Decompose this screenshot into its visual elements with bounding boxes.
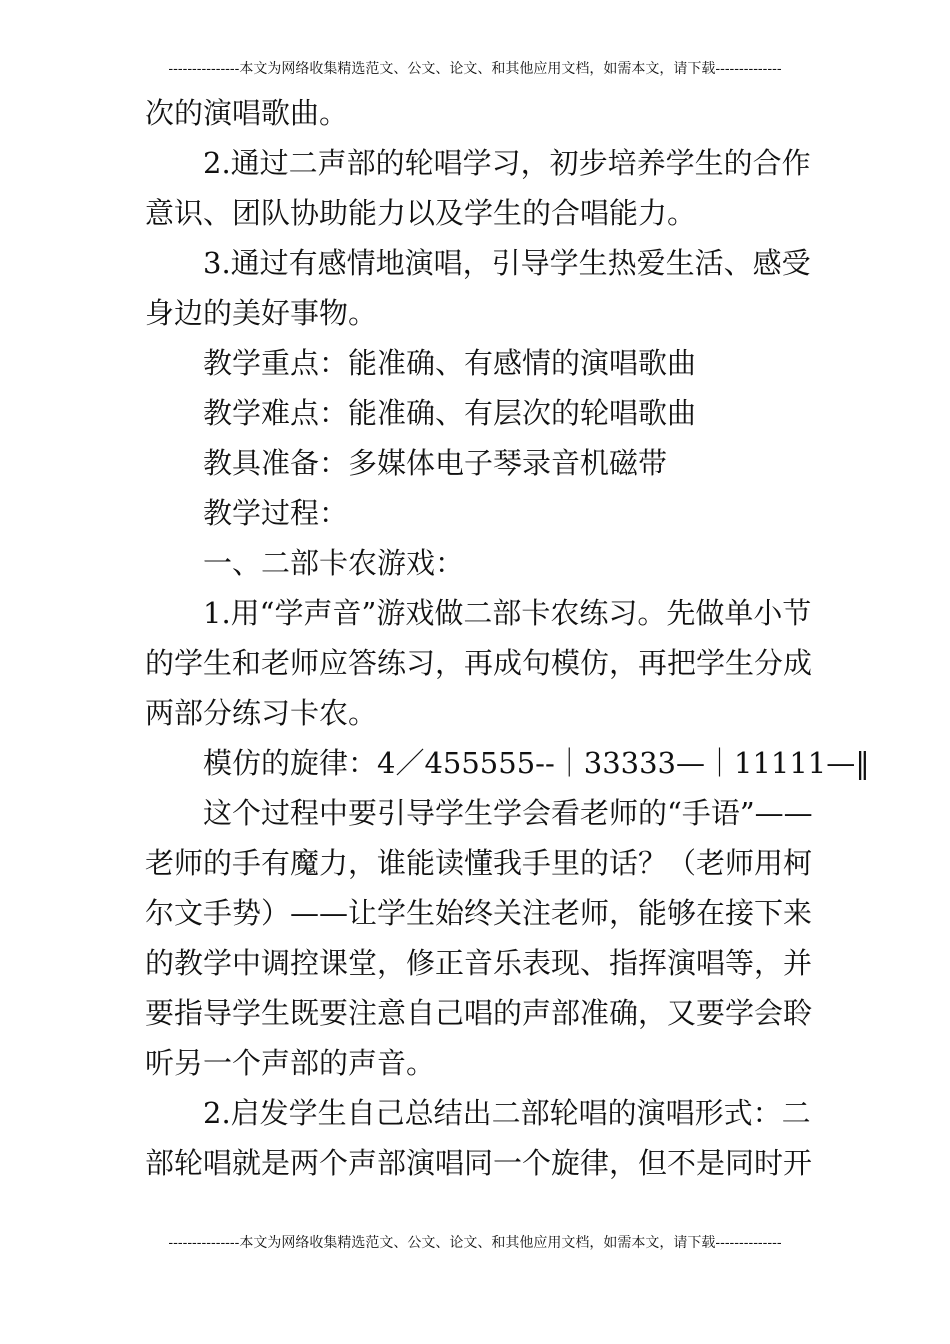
text-line: 身边的美好事物。 [145,296,378,330]
text-line: 这个过程中要引导学生学会看老师的“手语”—— [203,796,813,830]
document-body [145,88,870,1188]
text-line: 3.通过有感情地演唱，引导学生热爱生活、感受 [203,246,811,280]
text-line: 教学过程： [203,496,349,530]
text-line: 教学重点：能准确、有感情的演唱歌曲 [203,346,697,380]
footer-note: ---------------本文为网络收集精选范文、公文、论文、和其他应用文档，如需本文，请下载-------------- [168,1235,782,1251]
text-line: 意识、团队协助能力以及学生的合唱能力。 [145,196,697,230]
header-note: ---------------本文为网络收集精选范文、公文、论文、和其他应用文档，如需本文，请下载-------------- [168,61,782,77]
text-line: 2.启发学生自己总结出二部轮唱的演唱形式：二 [203,1096,811,1130]
text-line: 2.通过二声部的轮唱学习，初步培养学生的合作 [203,146,811,180]
text-line: 教学难点：能准确、有层次的轮唱歌曲 [203,396,697,430]
text-line: 听另一个声部的声音。 [145,1046,436,1080]
text-line: 一、二部卡农游戏： [203,546,465,580]
text-line: 的教学中调控课堂，修正音乐表现、指挥演唱等，并 [145,946,813,980]
text-line: 的学生和老师应答练习，再成句模仿，再把学生分成 [145,646,813,680]
text-line: 尔文手势）——让学生始终关注老师，能够在接下来 [145,896,813,930]
text-line: 次的演唱歌曲。 [145,96,349,130]
text-line: 模仿的旋律：4／455555--｜33333—｜11111—‖ [203,746,870,780]
text-line: 教具准备：多媒体电子琴录音机磁带 [203,446,668,480]
text-line: 两部分练习卡农。 [145,696,378,730]
text-line: 老师的手有魔力，谁能读懂我手里的话？（老师用柯 [145,846,813,880]
text-line: 1.用“学声音”游戏做二部卡农练习。先做单小节 [203,596,812,630]
text-line: 要指导学生既要注意自己唱的声部准确，又要学会聆 [145,996,813,1030]
text-line: 部轮唱就是两个声部演唱同一个旋律，但不是同时开 [145,1146,813,1180]
